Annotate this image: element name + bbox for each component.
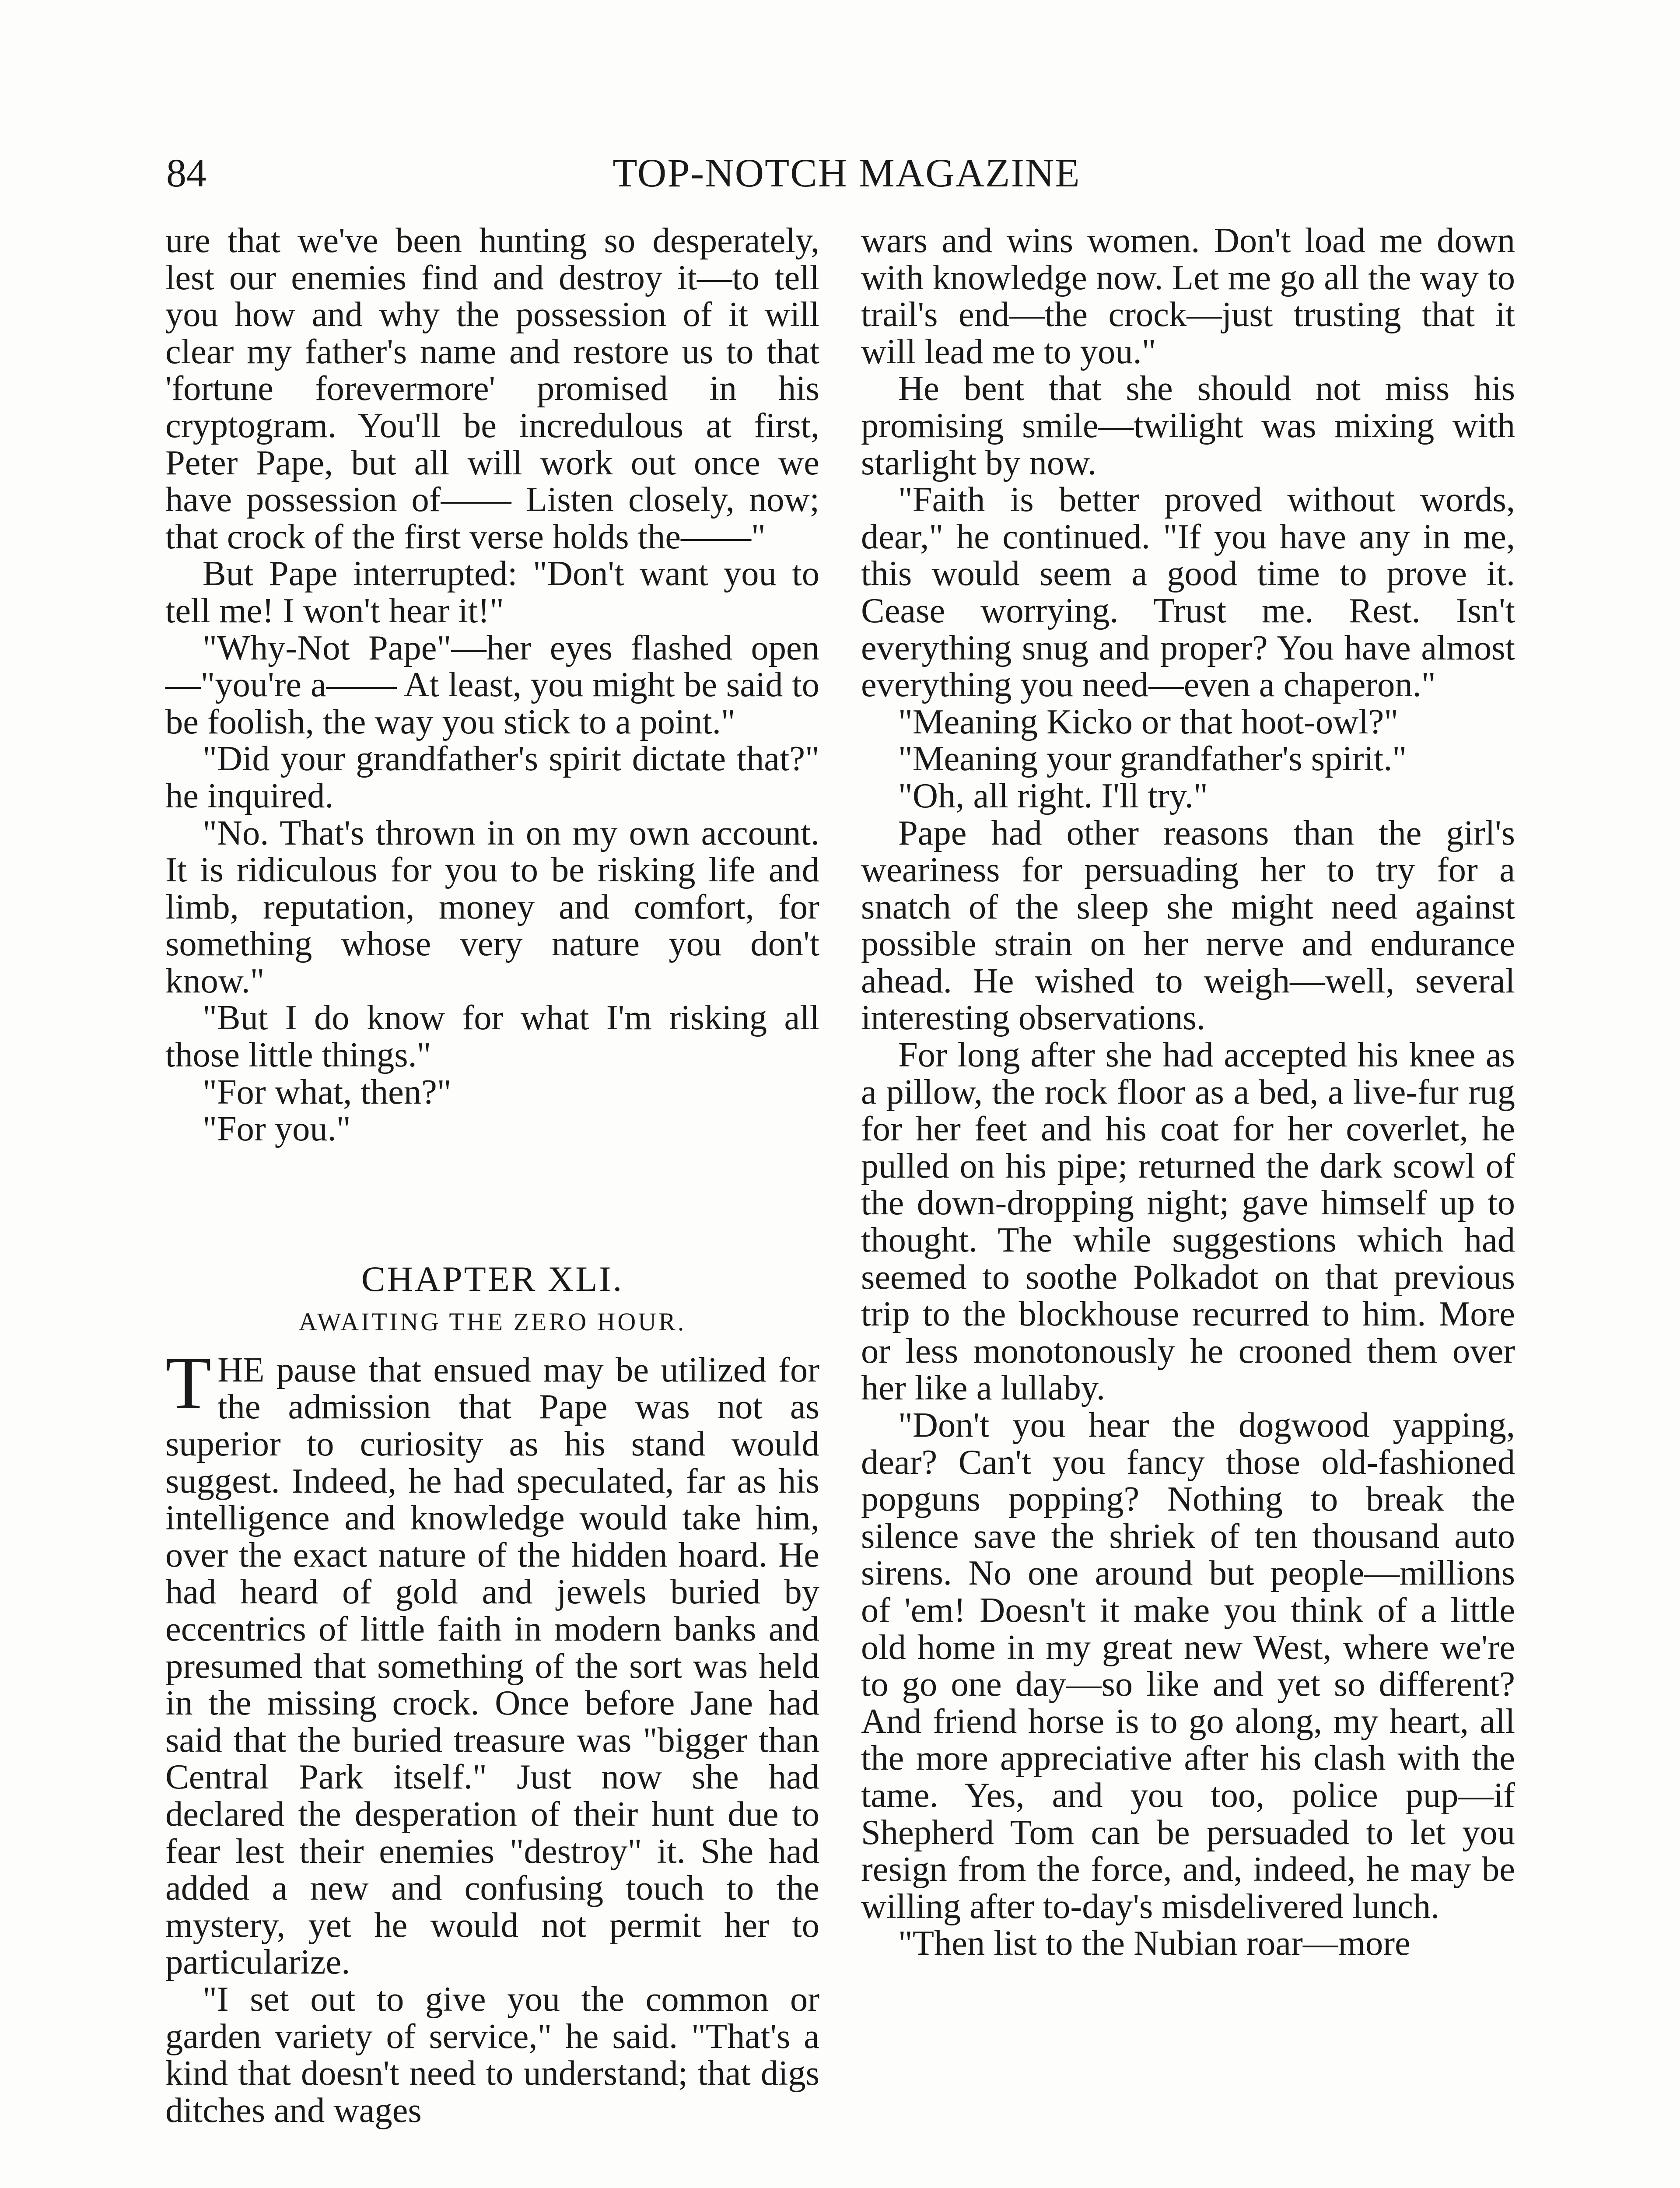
paragraph: Pape had other reasons than the girl's weariness for persuading her to try for a snatch of the sleep she might need against possible strain on her nerve and endurance ahead. He wished to weigh—well, several interesting observations. [861,813,1515,1038]
chapter-subtitle: AWAITING THE ZERO HOUR. [298,1307,686,1336]
paragraph: For long after she had accepted his knee as a pillow, the rock floor as a bed, a live-fur rug for her feet and his coat for her coverlet, he pulled on his pipe; returned the dark scowl of the down-dropping night; gave himself up to thought. The while suggestions which had seemed to soothe Polkadot on that previous trip to the blockhouse recurred to him. More or less monotonously he crooned them over her like a lullaby. [861,1035,1515,1408]
paragraph: "Faith is better proved without words, dear," he continued. "If you have any in me, this would seem a good time to prove it. Cease worrying. Trust me. Rest. Isn't everything snug and proper? You have almost everything you need—even a chaperon." [861,480,1515,705]
paragraph: "For you." [203,1109,351,1149]
chapter-title: CHAPTER XLI. [361,1259,624,1299]
paragraph: wars and wins women. Don't load me down with knowledge now. Let me go all the way to trail's end—the crock—just trusting that it will lead me to you." [861,221,1515,371]
right-column [861,222,1515,1962]
paragraph: ure that we've been hunting so desperately, lest our enemies find and destroy it—to tell you how and why the possession of it will clear my father's name and restore us to that 'fortune forevermore' promised in his cryptogram. You'll be incredulous at first, Peter Pape, but all will work out once we have possession of—— Listen closely, now; that crock of the first verse holds the——" [165,221,819,556]
paragraph: "Meaning Kicko or that hoot-owl?" [898,702,1399,741]
chapter-opening-paragraph [165,1341,819,1982]
paragraph: But Pape interrupted: "Don't want you to tell me! I won't hear it!" [165,554,819,630]
paragraph: "Don't you hear the dogwood yapping, dear? Can't you fancy those old-fashioned popguns popping? Nothing to break the silence save the shriek of ten thousand auto sirens. No one around but people—millions of 'em! Doesn't it make you think of a little old home in my great new West, where we're to go one day—so like and yet so different? And friend horse is to go along, my heart, all the more appreciative after his clash with the tame. Yes, and you too, police pup—if Shepherd Tom can be persuaded to let you resign from the force, and, indeed, he may be willing after to-day's misdelivered lunch. [861,1406,1515,1926]
paragraph: "No. That's thrown in on my own account. It is ridiculous for you to be risking life and limb, reputation, money and comfort, for something whose very nature you don't know." [165,813,819,1000]
paragraph: "Meaning your grandfather's spirit." [898,739,1407,778]
drop-cap: T [165,1341,212,1425]
running-title: TOP-NOTCH MAGAZINE [612,151,1081,195]
page-header [166,144,1527,201]
paragraph: He bent that she should not miss his promising smile—twilight was mixing with starlight by now. [861,369,1515,482]
paragraph: "Why-Not Pape"—her eyes flashed open—"you're a—— At least, you might be said to be foolish, the way you stick to a point." [165,628,819,741]
page-number: 84 [166,151,206,195]
paragraph: "I set out to give you the common or garden variety of service," he said. "That's a kind that doesn't need to understand; that digs ditches and wages [165,1979,819,2130]
paragraph: "Did your grandfather's spirit dictate that?" he inquired. [165,739,819,815]
left-column [165,222,819,2129]
paragraph: "For what, then?" [203,1072,452,1112]
paragraph: "Then list to the Nubian roar—more [898,1924,1410,1963]
chapter-opening-text: HE pause that ensued may be utilized for the admission that Pape was not as superior to curiosity as his stand would suggest. Indeed, he had speculated, far as his intelligence and knowledge would take him, over the exact nature of the hidden hoard. He had heard of gold and jewels buried by eccentrics of little faith in modern banks and presumed that something of the sort was held in the missing crock. Once before Jane had said that the buried treasure was "bigger than Central Park itself." Just now she had declared the desperation of their hunt due to fear lest their enemies "destroy" it. She had added a new and confusing touch to the mystery, yet he would not permit her to particularize. [165,1350,819,1982]
paragraph: "But I do know for what I'm risking all those little things." [165,998,819,1075]
paragraph: "Oh, all right. I'll try." [898,776,1208,815]
